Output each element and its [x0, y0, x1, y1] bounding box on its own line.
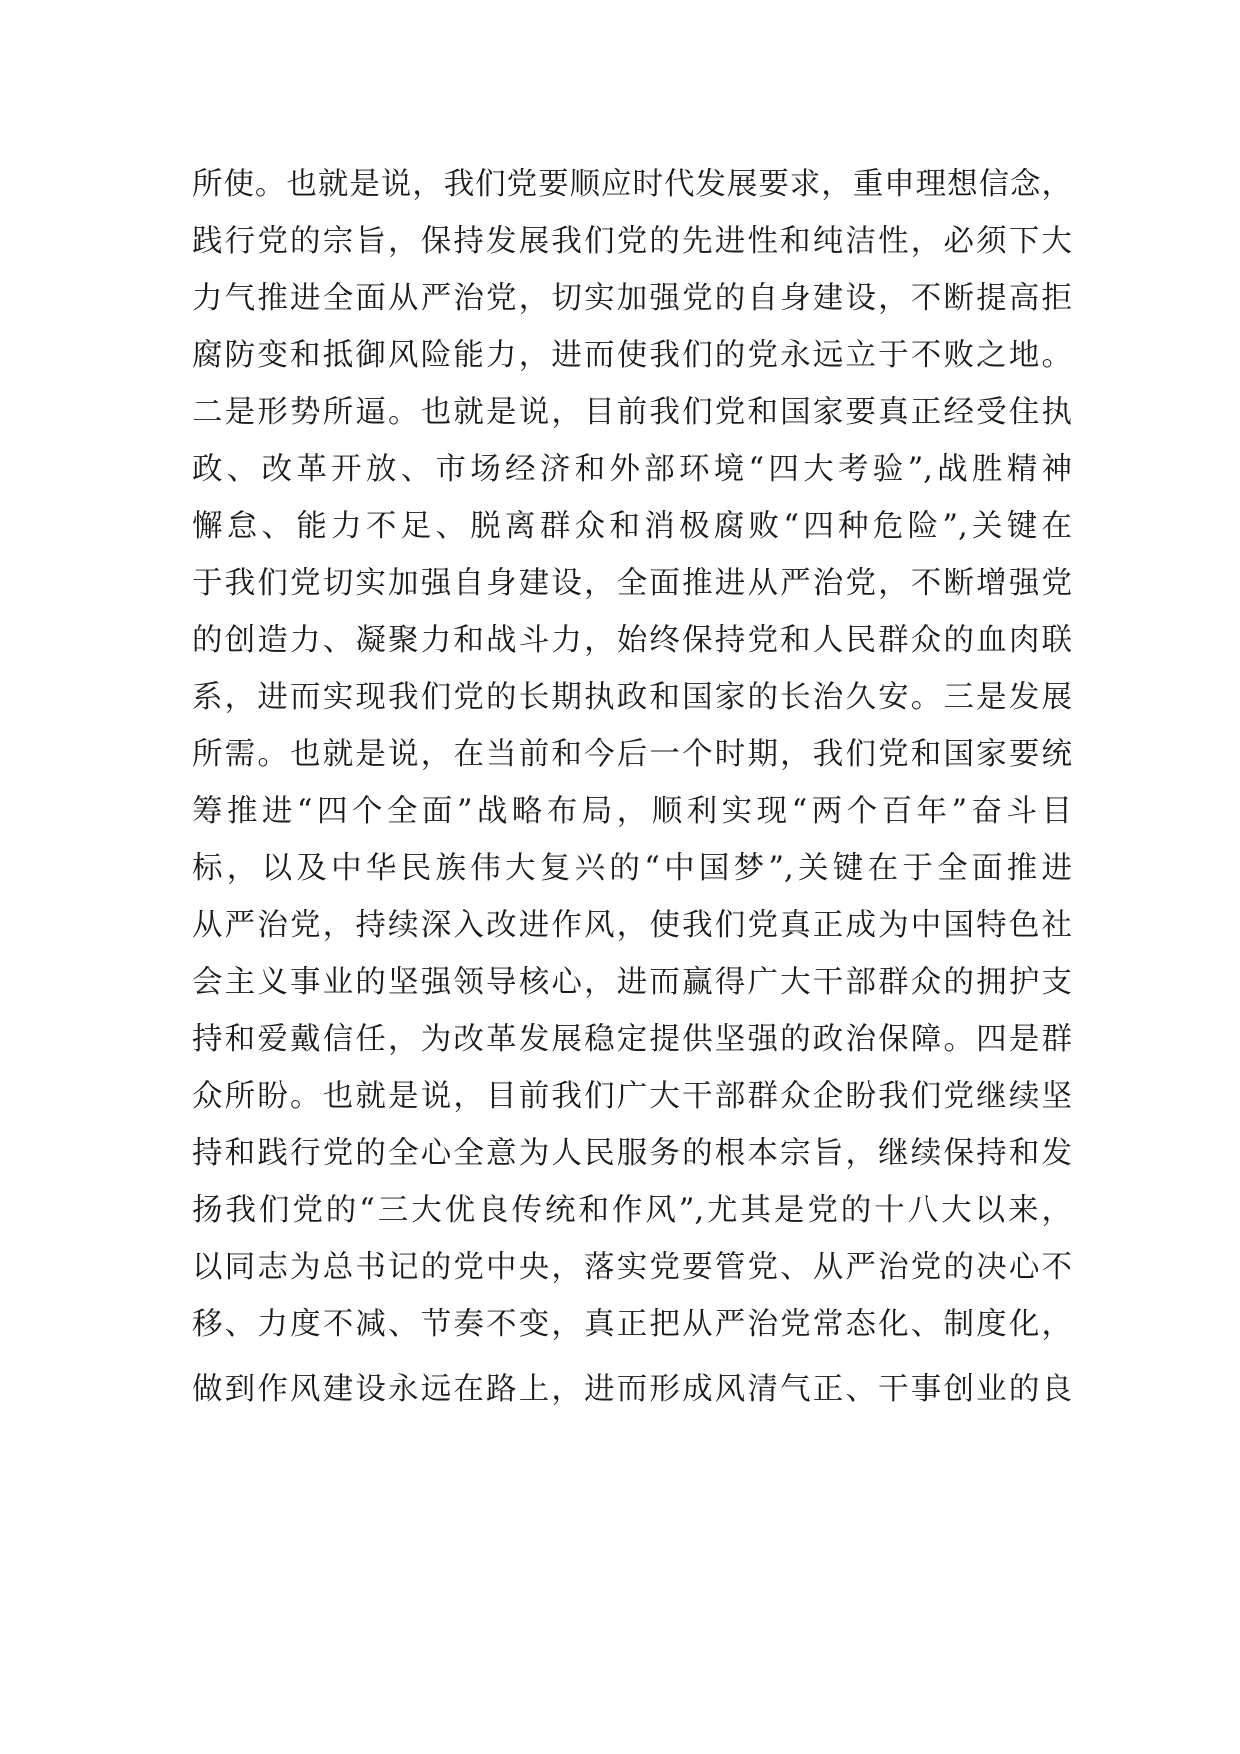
text-line: 腐防变和抵御风险能力，进而使我们的党永远立于不败之地。	[192, 338, 1072, 373]
text-line: 持和践行党的全心全意为人民服务的根本宗旨，继续保持和发	[192, 1136, 1072, 1171]
text-line: 于我们党切实加强自身建设，全面推进从严治党，不断增强党	[192, 566, 1072, 601]
text-line: 二是形势所逼。也就是说，目前我们党和国家要真正经受住执	[192, 395, 1072, 430]
text-line: 标，以及中华民族伟大复兴的“中国梦”,关键在于全面推进	[192, 851, 1072, 886]
text-line: 政、改革开放、市场经济和外部环境“四大考验”,战胜精神	[192, 452, 1072, 487]
text-line: 会主义事业的坚强领导核心，进而赢得广大干部群众的拥护支	[192, 965, 1072, 1000]
text-line: 做到作风建设永远在路上，进而形成风清气正、干事创业的良	[192, 1372, 1072, 1407]
text-line: 持和爱戴信任，为改革发展稳定提供坚强的政治保障。四是群	[192, 1022, 1072, 1057]
text-line: 所使。也就是说，我们党要顺应时代发展要求，重申理想信念，	[192, 167, 1072, 202]
text-line: 系，进而实现我们党的长期执政和国家的长治久安。三是发展	[192, 680, 1072, 715]
text-line: 扬我们党的“三大优良传统和作风”,尤其是党的十八大以来，	[192, 1193, 1072, 1228]
text-line: 移、力度不减、节奏不变，真正把从严治党常态化、制度化，	[192, 1307, 1072, 1342]
text-line: 的创造力、凝聚力和战斗力，始终保持党和人民群众的血肉联	[192, 623, 1072, 658]
text-line: 所需。也就是说，在当前和今后一个时期，我们党和国家要统	[192, 737, 1072, 772]
text-line: 从严治党，持续深入改进作风，使我们党真正成为中国特色社	[192, 908, 1072, 943]
text-line: 践行党的宗旨，保持发展我们党的先进性和纯洁性，必须下大	[192, 224, 1072, 259]
text-line: 懈怠、能力不足、脱离群众和消极腐败“四种危险”,关键在	[192, 509, 1072, 544]
text-line: 众所盼。也就是说，目前我们广大干部群众企盼我们党继续坚	[192, 1079, 1072, 1114]
text-line: 筹推进“四个全面”战略布局，顺利实现“两个百年”奋斗目	[192, 794, 1072, 829]
text-line: 力气推进全面从严治党，切实加强党的自身建设，不断提高拒	[192, 281, 1072, 316]
text-line: 以同志为总书记的党中央，落实党要管党、从严治党的决心不	[192, 1250, 1072, 1285]
body-text	[192, 156, 1072, 1418]
